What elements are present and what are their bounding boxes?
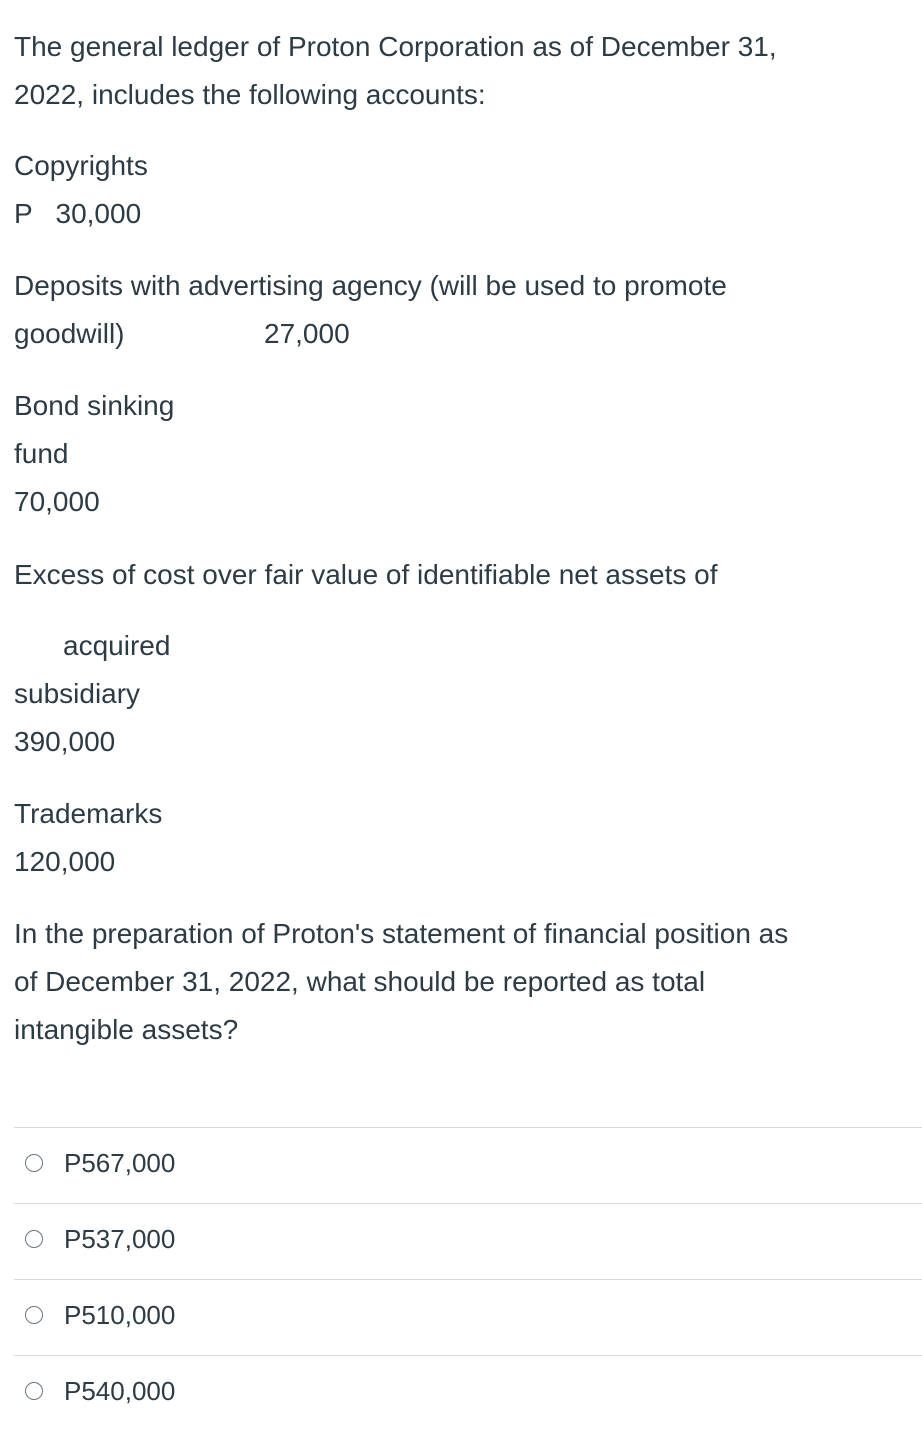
question-prompt-line: intangible assets? [14, 1014, 239, 1045]
account-excess-name: subsidiary [14, 678, 141, 709]
account-trademarks-amount: 120,000 [14, 846, 116, 877]
answer-options [14, 1127, 922, 1428]
radio-button[interactable] [25, 1230, 43, 1248]
account-bond-name: Bond sinking [14, 390, 175, 421]
account-trademarks-name: Trademarks [14, 798, 163, 829]
account-bond-name: fund [14, 438, 69, 469]
account-deposits-name: Deposits with advertising agency (will be used to promote [14, 270, 727, 301]
account-copyrights-name: Copyrights [14, 150, 148, 181]
answer-option[interactable] [14, 1127, 922, 1203]
answer-label[interactable]: P510,000 [64, 1300, 176, 1330]
answer-option[interactable] [14, 1203, 922, 1279]
account-deposits-name: goodwill) [14, 318, 125, 349]
question-intro-line: 2022, includes the following accounts: [14, 79, 486, 110]
account-excess-amount: 390,000 [14, 726, 116, 757]
account-bond-amount: 70,000 [14, 486, 100, 517]
radio-button[interactable] [25, 1154, 43, 1172]
radio-button[interactable] [25, 1382, 43, 1400]
account-excess-name: acquired [63, 630, 171, 661]
answer-option[interactable] [14, 1279, 922, 1355]
question-prompt-line: of December 31, 2022, what should be reported as total [14, 966, 706, 997]
question-intro-line: The general ledger of Proton Corporation as of December 31, [14, 31, 777, 62]
account-copyrights-amount: P 30,000 [14, 198, 142, 229]
answer-label[interactable]: P540,000 [64, 1376, 176, 1406]
radio-button[interactable] [25, 1306, 43, 1324]
account-deposits-amount: 27,000 [264, 318, 350, 349]
account-excess-name: Excess of cost over fair value of identifiable net assets of [14, 559, 718, 590]
question-prompt-line: In the preparation of Proton's statement of financial position as [14, 918, 789, 949]
answer-option[interactable] [14, 1355, 922, 1428]
answer-label[interactable]: P537,000 [64, 1224, 176, 1254]
answer-label[interactable]: P567,000 [64, 1148, 176, 1178]
